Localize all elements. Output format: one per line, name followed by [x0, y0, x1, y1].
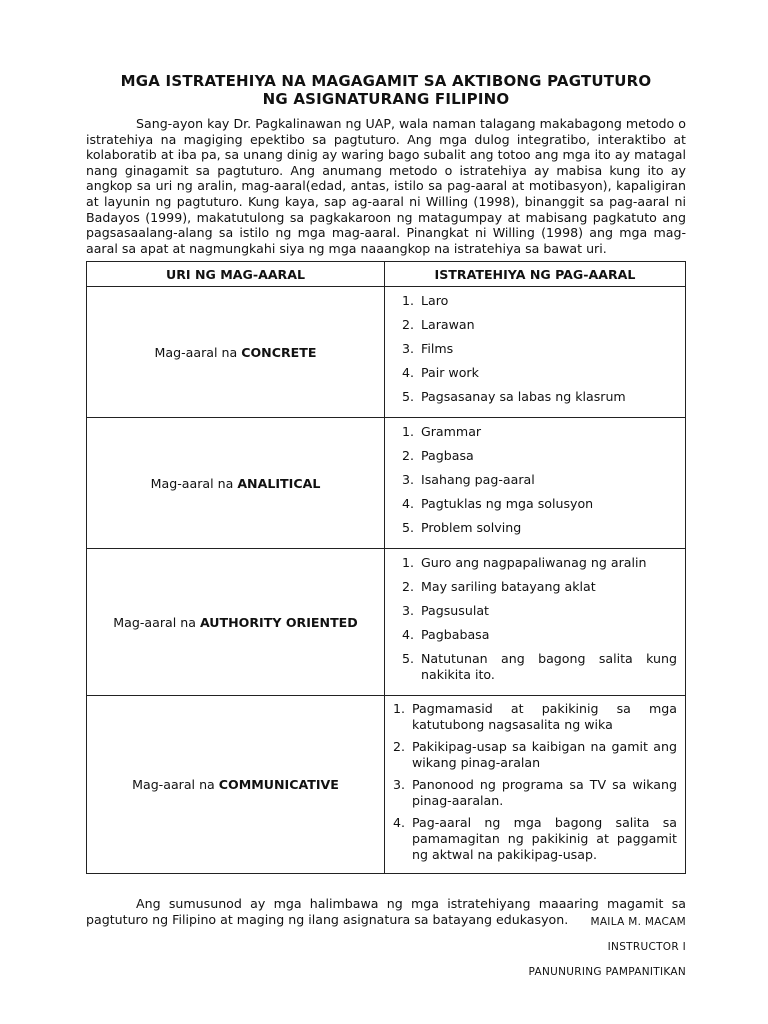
strategy-table: [86, 261, 686, 874]
document-page: [86, 72, 686, 928]
list-item: 1. Guro ang nagpapaliwanag ng aralin: [401, 555, 647, 571]
list-item: 1. Grammar: [401, 424, 482, 440]
strategy-list: [391, 555, 677, 683]
list-item: 1. Laro: [401, 293, 449, 309]
learner-type-name: CONCRETE: [241, 344, 317, 360]
list-item: 2. Larawan: [401, 317, 475, 333]
title-line-2: NG ASIGNATURANG FILIPINO: [262, 90, 510, 108]
list-item: 5. Problem solving: [401, 520, 522, 536]
list-item: 3. Pagsusulat: [401, 603, 489, 619]
table-row: [87, 287, 686, 418]
list-item: 5. Natutunan ang bagong salita kung nakikita ito.: [401, 651, 677, 683]
learner-type-cell: [87, 549, 385, 696]
strategy-list: [391, 293, 677, 405]
list-item: 3. Films: [401, 341, 454, 357]
table-row: [87, 418, 686, 549]
list-item: 4. Pagbabasa: [401, 627, 490, 643]
learner-type-cell: [87, 287, 385, 418]
intro-paragraph: Sang-ayon kay Dr. Pagkalinawan ng UAP, wala naman talagang makabagong metodo o istratehiya na magiging epektibo sa pagtuturo. Ang mga dulog integratibo, interaktibo at kolaboratib at iba pa, sa unang dinig ay waring bago subalit ang totoo ang mga ito ay matagal nang ginagamit sa pagtuturo. Ang anumang metodo o istratehiya ay mabisa kung ito ay angkop sa uri ng aralin, mag-aaral(edad, antas, istilo sa pag-aaral at motibasyon), kapaligiran at layunin ng pagtuturo. Kung kaya, sap ag-aaral ni Willing (1998), binanggit sa pag-aaral ni Badayos (1999), makatutulong sa pagkakaroon ng matagumpay at mabisang pagkatuto ang pagsasaalang-alang sa istilo ng mga mag-aaral. Pinangkat ni Willing (1998) ang mga mag-aaral sa apat at nagmungkahi siya ng mga naaangkop na istratehiya sa bawat uri.: [86, 116, 686, 256]
strategy-cell: [385, 418, 686, 549]
learner-prefix: Mag-aaral na: [113, 614, 196, 630]
outro-paragraph: Ang sumusunod ay mga halimbawa ng mga istratehiyang maaaring magamit sa pagtuturo ng Filipino at maging ng ilang asignatura sa batayang edukasyon.: [86, 896, 686, 928]
learner-type-name: ANALITICAL: [237, 475, 321, 491]
signature-name: MAILA M. MACAM: [590, 916, 686, 928]
list-item: 3. Isahang pag-aaral: [401, 472, 535, 488]
learner-type-name: AUTHORITY ORIENTED: [199, 614, 358, 630]
learner-type-name: COMMUNICATIVE: [218, 777, 339, 793]
list-item: 4. Pagtuklas ng mga solusyon: [401, 496, 594, 512]
learner-prefix: Mag-aaral na: [154, 344, 238, 360]
learner-type-cell: [87, 696, 385, 874]
learner-prefix: Mag-aaral na: [150, 475, 234, 491]
learner-prefix: Mag-aaral na: [132, 777, 215, 793]
list-item: 2. Pakikipag-usap sa kaibigan na gamit ang wikang pinag-aralan: [392, 739, 677, 771]
list-item: 2. May sariling batayang aklat: [401, 579, 596, 595]
signature-subject: PANUNURING PAMPANITIKAN: [528, 966, 686, 978]
table-row: [87, 696, 686, 874]
strategy-list: [391, 424, 677, 536]
list-item: 4. Pag-aaral ng mga bagong salita sa pamamagitan ng pakikinig at paggamit ng aktwal na pakikipag-usap.: [392, 815, 677, 863]
table-header-row: [87, 262, 686, 287]
list-item: 1. Pagmamasid at pakikinig sa mga katutubong nagsasalita ng wika: [392, 701, 677, 733]
signature-position: INSTRUCTOR I: [607, 941, 686, 953]
list-item: 2. Pagbasa: [401, 448, 474, 464]
title-line-1: MGA ISTRATEHIYA NA MAGAGAMIT SA AKTIBONG PAGTUTURO: [120, 72, 652, 90]
header-learner-type: URI NG MAG-AARAL: [87, 262, 385, 287]
table-row: [87, 549, 686, 696]
list-item: 4. Pair work: [401, 365, 479, 381]
document-title: [86, 72, 686, 108]
list-item: 3. Panonood ng programa sa TV sa wikang pinag-aaralan.: [392, 777, 677, 809]
learner-type-cell: [87, 418, 385, 549]
strategy-cell: [385, 287, 686, 418]
strategy-cell: [385, 696, 686, 874]
list-item: 5. Pagsasanay sa labas ng klasrum: [401, 389, 626, 405]
strategy-cell: [385, 549, 686, 696]
strategy-list: [391, 701, 677, 863]
header-strategy: ISTRATEHIYA NG PAG-AARAL: [385, 262, 686, 287]
